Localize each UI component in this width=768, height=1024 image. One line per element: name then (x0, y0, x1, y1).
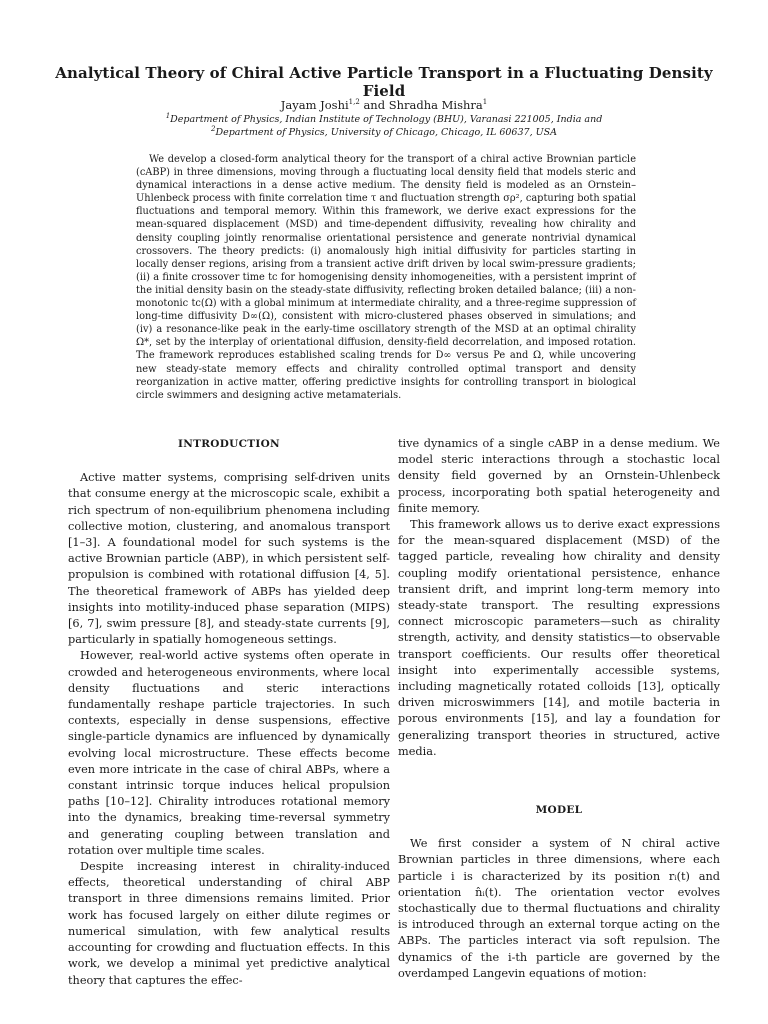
paper-title: Analytical Theory of Chiral Active Particle Transport in a Fluctuating Density Field (55, 64, 713, 100)
affiliation-text: Department of Physics, University of Chicago, Chicago, IL 60637, USA (215, 127, 557, 138)
section-heading-introduction: INTRODUCTION (178, 438, 280, 450)
affiliation-mark: 2 (211, 124, 216, 133)
author-name: Jayam Joshi (280, 98, 349, 112)
left-column (68, 436, 390, 989)
abstract: We develop a closed-form analytical theory for the transport of a chiral active Brownian particle (cABP) in three dimensions, moving through a fluctuating local density field that models steric and dynamical interactions in a dense active medium. The density field is modeled as an Ornstein–Uhlenbeck process with finite correlation time τ and fluctuation strength σρ², capturing both spatial fluctuations and temporal memory. Within this framework, we derive exact expressions for the mean-squared displacement (MSD) and time-dependent diffusivity, revealing how chirality and density coupling jointly renormalise orientational persistence and generate nontrivial dynamical crossovers. The theory predicts: (i) anomalously high initial diffusivity for particles starting in locally denser regions, arising from a transient active drift driven by local swim-pressure gradients; (ii) a finite crossover time tc for homogenising density inhomogeneities, with a persistent imprint of the initial density basin on the steady-state diffusivity, reflecting broken detailed balance; (iii) a non-monotonic tc(Ω) with a global minimum at intermediate chirality, and a three-regime suppression of long-time diffusivity D∞(Ω), consistent with micro-clustered phases observed in simulations; and (iv) a resonance-like peak in the early-time oscillatory strength of the MSD at an optimal chirality Ω*, set by the interplay of orientational diffusion, density-field decorrelation, and imposed rotation. The framework reproduces established scaling trends for D∞ versus Pe and Ω, while uncovering new steady-state memory effects and chirality controlled optimal transport and density reorganization in active matter, offering predictive insights for controlling transport in biological circle swimmers and designing active metamaterials. (136, 154, 636, 401)
author-name: Shradha Mishra (388, 98, 483, 112)
affiliation (40, 111, 728, 125)
right-column (398, 436, 720, 982)
author-separator: and (359, 98, 389, 112)
paragraph-continuation: tive dynamics of a single cABP in a dense medium. We model steric interactions through a stochastic local density field governed by an Ornstein-Uhlenbeck process, incorporating both spatial heterogeneity and finite memory. (398, 437, 720, 515)
paragraph: Despite increasing interest in chirality-induced effects, theoretical understanding of chiral ABP transport in three dimensions remains limited. Prior work has focused largely on either dilute regimes or numerical simulation, with few analytical results accounting for crowding and fluctuation effects. In this work, we develop a minimal yet predictive analytical theory that captures the effec- (68, 860, 390, 987)
paragraph: We first consider a system of N chiral active Brownian particles in three dimensions, where each particle i is characterized by its position rᵢ(t) and orientation n̂ᵢ(t). The orientation vector evolves stochastically due to thermal fluctuations and chirality is introduced through an external torque acting on the ABPs. The particles interact via soft repulsion. The dynamics of the i-th particle are governed by the overdamped Langevin equations of motion: (398, 837, 720, 980)
affiliation-mark: 1 (165, 111, 171, 120)
author-line (40, 98, 728, 112)
paragraph: This framework allows us to derive exact expressions for the mean-squared displacement (MSD) of the tagged particle, revealing how chirality and density coupling modify orientational persistence, enhance transient drift, and imprint long-term memory into steady-state transport. The resulting expressions connect microscopic parameters—such as chirality strength, activity, and density statistics—to observable transport coefficients. Our results offer theoretical insight into experimentally accessible systems, including magnetically rotated colloids [13], optically driven microswimmers [14], and motile bacteria in porous environments [15], and lay a foundation for generalizing transport theories in structured, active media. (398, 518, 720, 758)
section-heading-model: MODEL (535, 804, 583, 817)
paragraph: However, real-world active systems often operate in crowded and heterogeneous environments, where local density fluctuations and steric interactions fundamentally reshape particle trajectories. In such contexts, especially in dense suspensions, effective single-particle dynamics are influenced by dynamically evolving local microstructure. These effects become even more intricate in the case of chiral ABPs, where a constant intrinsic torque induces helical propulsion paths [10–12]. Chirality introduces rotational memory into the dynamics, breaking time-reversal symmetry and generating coupling between translation and rotation over multiple time scales. (68, 649, 390, 857)
author-affiliation-mark: 1 (482, 98, 488, 107)
author-affiliation-mark: 1,2 (348, 98, 360, 107)
affiliation (40, 124, 728, 138)
affiliation-text: Department of Physics, Indian Institute of Technology (BHU), Varanasi 221005, India and (170, 114, 603, 125)
paragraph: Active matter systems, comprising self-driven units that consume energy at the microscopic scale, exhibit a rich spectrum of non-equilibrium phenomena including collective motion, clustering, and anomalous transport [1–3]. A foundational model for such systems is the active Brownian particle (ABP), in which persistent self-propulsion is combined with rotational diffusion [4, 5]. The theoretical framework of ABPs has yielded deep insights into motility-induced phase separation (MIPS) [6, 7], swim pressure [8], and steady-state currents [9], particularly in spatially homogeneous settings. (68, 471, 390, 647)
